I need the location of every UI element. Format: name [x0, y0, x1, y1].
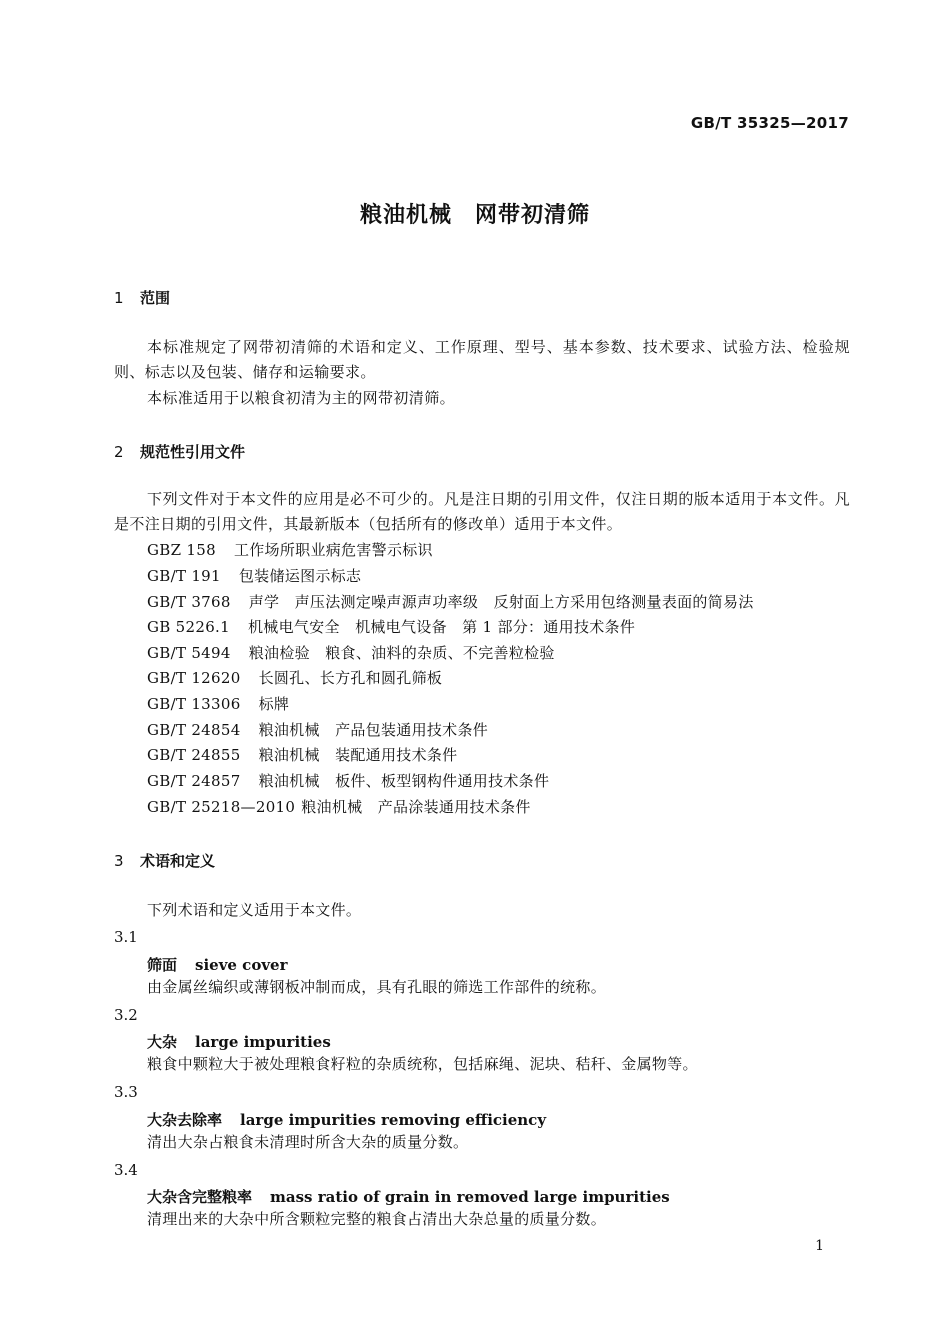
reference-title: 长圆孔、长方孔和圆孔筛板: [258, 669, 443, 687]
term-en: large impurities removing efficiency: [240, 1111, 547, 1129]
standard-code: GB/T 35325—2017: [690, 114, 849, 132]
section-1-heading: [114, 287, 170, 308]
term-definition: 清理出来的大杂中所含颗粒完整的粮食占清出大杂总量的质量分数。: [147, 1210, 607, 1228]
reference-title: 粮油检验 粮食、油料的杂质、不完善粒检验: [248, 644, 555, 662]
term-en: mass ratio of grain in removed large impurities: [270, 1188, 670, 1206]
section-number: 2: [114, 443, 124, 461]
reference-item: [147, 718, 488, 743]
reference-code: GB/T 5494: [147, 644, 231, 662]
term-en: large impurities: [195, 1033, 331, 1051]
document-title: 粮油机械 网带初清筛: [359, 203, 590, 228]
section-2-heading: [114, 441, 245, 462]
reference-code: GB/T 12620: [147, 669, 241, 687]
reference-title: 工作场所职业病危害警示标识: [233, 541, 433, 559]
reference-code: GB/T 24855: [147, 746, 241, 764]
reference-code: GB/T 24854: [147, 721, 241, 739]
term-definition: 粮食中颗粒大于被处理粮食籽粒的杂质统称，包括麻绳、泥块、秸秆、金属物等。: [147, 1055, 698, 1073]
reference-title: 标牌: [258, 695, 290, 713]
term-zh: 筛面: [147, 956, 178, 974]
term-definition: 由金属丝编织或薄钢板冲制而成，具有孔眼的筛选工作部件的统称。: [147, 978, 607, 996]
section-title: 范围: [140, 289, 171, 307]
term-zh: 大杂: [147, 1033, 178, 1051]
reference-title: 粮油机械 产品包装通用技术条件: [258, 721, 489, 739]
reference-code: GBZ 158: [147, 541, 216, 559]
reference-title: 机械电气安全 机械电气设备 第 1 部分：通用技术条件: [247, 618, 636, 636]
reference-item: [147, 538, 433, 563]
reference-code: GB/T 24857: [147, 772, 241, 790]
reference-title: 粮油机械 装配通用技术条件: [258, 746, 458, 764]
section-3-intro: 下列术语和定义适用于本文件。: [147, 901, 362, 919]
term-definition: 清出大杂占粮食未清理时所含大杂的质量分数。: [147, 1133, 469, 1151]
reference-title: 粮油机械 板件、板型钢构件通用技术条件: [258, 772, 550, 790]
reference-item: [147, 641, 555, 666]
reference-title: 声学 声压法测定噪声源声功率级 反射面上方采用包络测量表面的简易法: [248, 593, 754, 611]
term-zh: 大杂含完整粮率: [147, 1188, 253, 1206]
section-3-heading: [114, 850, 215, 871]
term-number: 3.3: [114, 1083, 138, 1101]
term-number: 3.4: [114, 1161, 138, 1179]
reference-title: 粮油机械 产品涂装通用技术条件: [301, 798, 531, 816]
page-number: 1: [815, 1238, 824, 1254]
reference-item: [147, 795, 531, 820]
reference-code: GB/T 3768: [147, 593, 231, 611]
reference-item: [147, 564, 361, 589]
reference-item: [147, 615, 635, 640]
reference-code: GB/T 13306: [147, 695, 241, 713]
section-number: 1: [114, 289, 124, 307]
term-zh: 大杂去除率: [147, 1111, 223, 1129]
section-title: 术语和定义: [140, 852, 216, 870]
reference-code: GB 5226.1: [147, 618, 230, 636]
reference-item: [147, 692, 289, 717]
term-en: sieve cover: [195, 956, 288, 974]
term-heading: [147, 1109, 546, 1130]
term-heading: [147, 954, 287, 975]
section-2-intro: 下列文件对于本文件的应用是必不可少的。凡是注日期的引用文件，仅注日期的版本适用于本文件。凡是不注日期的引用文件，其最新版本（包括所有的修改单）适用于本文件。: [114, 490, 850, 533]
reference-item: [147, 743, 457, 768]
reference-title: 包装储运图示标志: [238, 567, 362, 585]
reference-item: [147, 666, 442, 691]
section-1-paragraph-2: 本标准适用于以粮食初清为主的网带初清筛。: [147, 389, 456, 407]
reference-code: GB/T 25218—2010: [147, 798, 296, 816]
section-number: 3: [114, 852, 124, 870]
section-1-paragraph-1: 本标准规定了网带初清筛的术语和定义、工作原理、型号、基本参数、技术要求、试验方法、检验规则、标志以及包装、储存和运输要求。: [114, 338, 850, 381]
term-number: 3.1: [114, 928, 138, 946]
reference-code: GB/T 191: [147, 567, 221, 585]
term-heading: [147, 1031, 331, 1052]
term-heading: [147, 1186, 670, 1207]
reference-item: [147, 769, 549, 794]
section-title: 规范性引用文件: [140, 443, 246, 461]
reference-item: [147, 590, 754, 615]
term-number: 3.2: [114, 1006, 138, 1024]
